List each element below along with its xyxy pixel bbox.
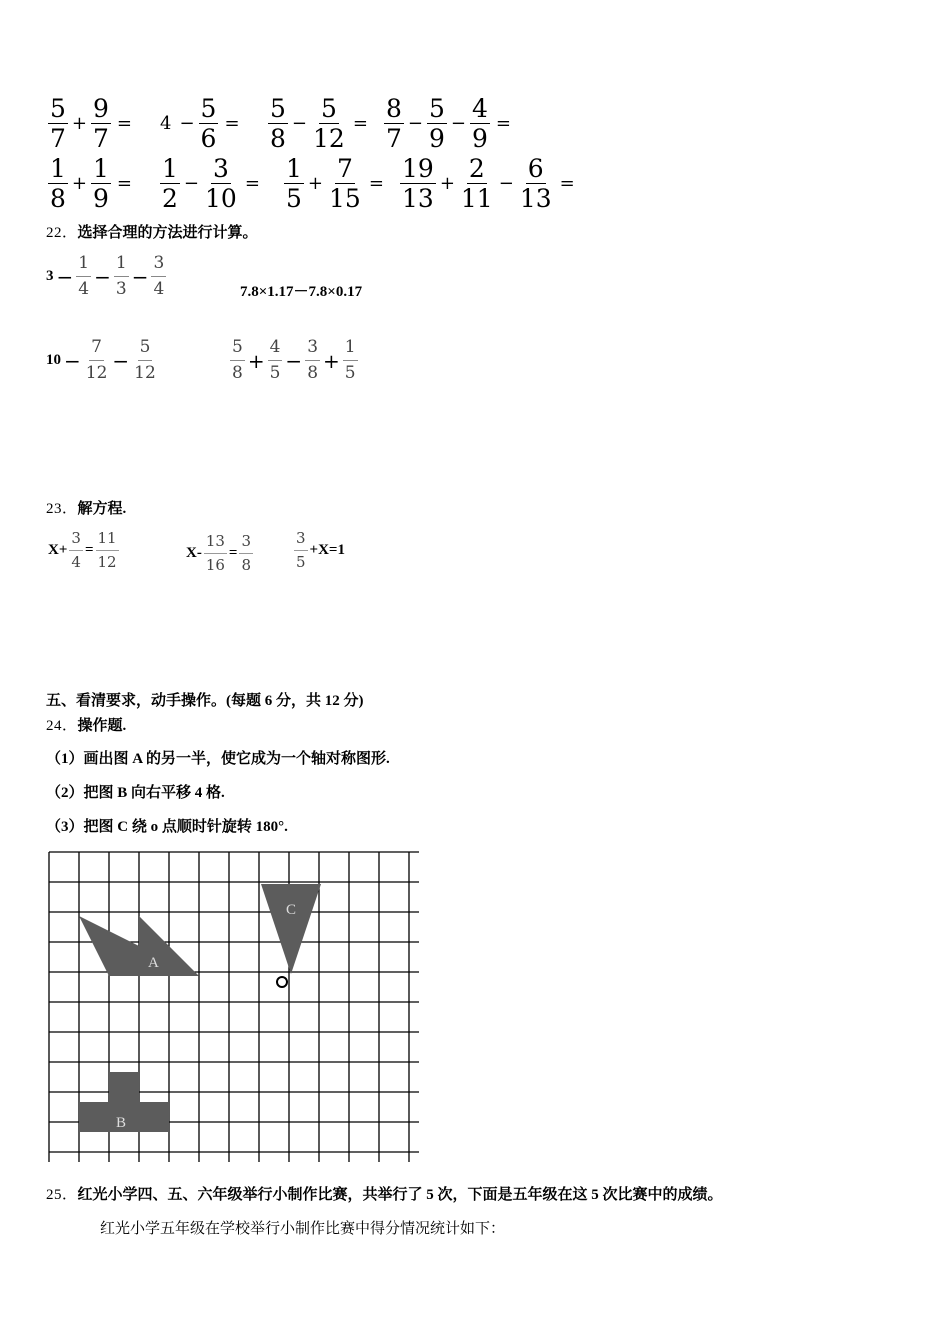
numerator: 3 — [69, 531, 83, 551]
denominator: 6 — [200, 124, 217, 153]
denominator: 8 — [270, 124, 286, 153]
numerator: 3 — [239, 534, 253, 554]
q21-expr-3 — [268, 96, 368, 151]
operator: − — [112, 348, 130, 373]
operator: − — [179, 113, 195, 134]
fraction — [518, 156, 554, 211]
denominator: 12 — [134, 363, 156, 383]
equals-sign: = — [116, 173, 132, 194]
denominator: 13 — [519, 184, 552, 213]
numerator: 19 — [402, 154, 434, 183]
operator: − — [64, 348, 81, 373]
denominator: 9 — [93, 184, 109, 213]
numerator: 4 — [472, 94, 488, 123]
equals-sign: = — [559, 173, 575, 194]
denominator: 12 — [85, 363, 108, 383]
numerator: 5 — [50, 94, 66, 123]
numerator: 6 — [527, 154, 544, 183]
equals-sign: = — [224, 113, 240, 134]
operator: − — [94, 264, 111, 289]
q25-number: 25． — [46, 1187, 78, 1203]
fraction — [76, 255, 91, 298]
numerator: 11 — [96, 531, 119, 551]
denominator: 10 — [205, 184, 237, 213]
equals-sign: = — [495, 113, 511, 134]
denominator: 8 — [232, 363, 243, 383]
q23-heading — [46, 497, 126, 518]
q24-item-2: （2）把图 B 向右平移 4 格. — [46, 785, 225, 801]
numerator: 5 — [270, 94, 286, 123]
denominator: 7 — [50, 124, 66, 153]
q22-expr-3 — [46, 339, 158, 382]
denominator: 2 — [162, 184, 178, 213]
fraction — [151, 255, 166, 298]
q24-grid-figure — [48, 848, 424, 1166]
term: 3 — [46, 268, 54, 284]
denominator: 3 — [115, 279, 127, 299]
denominator: 5 — [286, 184, 302, 213]
operator: − — [291, 113, 307, 134]
pivot-o — [277, 977, 287, 987]
denominator: 8 — [50, 184, 66, 213]
numerator: 4 — [268, 339, 283, 361]
fraction — [203, 156, 239, 211]
denominator: 5 — [269, 363, 281, 383]
fraction — [199, 96, 219, 151]
numerator: 1 — [76, 255, 91, 277]
fraction — [204, 534, 227, 573]
term: +X=1 — [309, 542, 345, 558]
numerator: 2 — [468, 154, 485, 183]
numerator: 1 — [162, 154, 178, 183]
q22-expr-4 — [230, 339, 358, 382]
q22-expr-1 — [46, 255, 166, 298]
fraction — [268, 339, 283, 382]
numerator: 5 — [200, 94, 217, 123]
fraction — [132, 339, 158, 382]
numerator: 5 — [320, 94, 337, 123]
q25-heading — [46, 1183, 723, 1204]
denominator: 12 — [313, 124, 345, 153]
operator: + — [439, 173, 455, 194]
q21-expr-1 — [48, 96, 132, 151]
denominator: 4 — [71, 553, 81, 571]
q23-eq-3 — [294, 531, 347, 570]
q21-expr-5 — [48, 156, 132, 211]
denominator: 13 — [402, 184, 434, 213]
fraction — [284, 156, 304, 211]
q21-expr-6 — [160, 156, 260, 211]
q23-number: 23． — [46, 501, 78, 517]
term: = — [84, 542, 94, 558]
q24-title: 操作题. — [77, 718, 127, 734]
shape-c — [261, 884, 321, 974]
shape-b-top — [109, 1072, 139, 1102]
fraction — [311, 96, 347, 151]
term: 4 — [160, 113, 172, 134]
operator: − — [407, 113, 423, 134]
term: = — [228, 545, 238, 561]
denominator: 4 — [153, 279, 165, 299]
numerator: 5 — [138, 339, 153, 361]
denominator: 7 — [386, 124, 402, 153]
numerator: 9 — [93, 94, 109, 123]
denominator: 7 — [93, 124, 109, 153]
fraction — [84, 339, 110, 382]
denominator: 8 — [307, 363, 319, 383]
q24-number: 24． — [46, 718, 78, 734]
operator: − — [131, 264, 149, 289]
denominator: 5 — [344, 363, 356, 383]
operator: + — [323, 348, 340, 373]
numerator: 7 — [89, 339, 104, 361]
term: X- — [186, 545, 202, 561]
shape-c-label: C — [286, 902, 297, 918]
operator: + — [71, 173, 87, 194]
denominator: 12 — [97, 553, 117, 571]
section5-title: 五、看清要求，动手操作。(每题 6 分，共 12 分) — [46, 693, 364, 709]
fraction — [239, 534, 253, 573]
equals-sign: = — [244, 173, 260, 194]
fraction — [91, 96, 111, 151]
numerator: 3 — [151, 255, 166, 277]
operator: − — [56, 264, 74, 289]
q21-expr-7 — [284, 156, 384, 211]
fraction — [268, 96, 288, 151]
numerator: 8 — [386, 94, 402, 123]
operator: − — [450, 113, 466, 134]
fraction — [343, 339, 358, 382]
fraction — [69, 531, 83, 570]
fraction — [400, 156, 436, 211]
shape-b-label: B — [116, 1115, 127, 1131]
q24-item-1: （1）画出图 A 的另一半，使它成为一个轴对称图形. — [46, 751, 390, 767]
q23-title: 解方程. — [77, 501, 127, 517]
q24-heading — [46, 714, 126, 735]
fraction — [91, 156, 111, 211]
q22-title: 选择合理的方法进行计算。 — [77, 225, 258, 241]
q25-subtext: 红光小学五年级在学校举行小制作比赛中得分情况统计如下： — [100, 1221, 506, 1237]
fraction — [459, 156, 495, 211]
fraction — [305, 339, 320, 382]
fraction — [114, 255, 129, 298]
q22-heading — [46, 221, 258, 242]
q21-expr-4 — [384, 96, 511, 151]
operator: − — [498, 173, 514, 194]
numerator: 3 — [212, 154, 229, 183]
fraction — [294, 531, 308, 570]
equals-sign: = — [368, 173, 384, 194]
q24-item-3: （3）把图 C 绕 o 点顺时针旋转 180°. — [46, 819, 288, 835]
q25-text: 红光小学四、五、六年级举行小制作比赛，共举行了 5 次，下面是五年级在这 5 次比赛中的成绩。 — [77, 1187, 723, 1203]
fraction — [48, 156, 68, 211]
fraction — [384, 96, 404, 151]
fraction — [48, 96, 68, 151]
operator: + — [307, 173, 323, 194]
fraction — [160, 156, 180, 211]
denominator: 15 — [329, 184, 361, 213]
operator: − — [285, 348, 303, 373]
operator: − — [183, 173, 199, 194]
numerator: 7 — [336, 154, 353, 183]
q21-expr-2 — [160, 96, 240, 151]
q23-eq-1 — [46, 531, 119, 570]
q23-eq-2 — [184, 534, 253, 573]
denominator: 11 — [460, 184, 493, 213]
numerator: 5 — [230, 339, 245, 361]
q22-expr-2: 7.8×1.17－7.8×0.17 — [240, 284, 363, 300]
term: X+ — [48, 542, 68, 558]
numerator: 3 — [294, 531, 308, 551]
numerator: 1 — [50, 154, 66, 183]
numerator: 3 — [305, 339, 320, 361]
numerator: 5 — [429, 94, 445, 123]
denominator: 5 — [296, 553, 306, 571]
operator: + — [71, 113, 87, 134]
equals-sign: = — [352, 113, 368, 134]
term: 10 — [46, 352, 61, 368]
equals-sign: = — [116, 113, 132, 134]
fraction — [470, 96, 490, 151]
denominator: 9 — [429, 124, 445, 153]
denominator: 16 — [205, 556, 225, 574]
fraction — [327, 156, 363, 211]
denominator: 4 — [78, 279, 90, 299]
numerator: 1 — [114, 255, 129, 277]
numerator: 1 — [286, 154, 302, 183]
fraction — [96, 531, 119, 570]
operator: + — [247, 348, 265, 373]
numerator: 13 — [204, 534, 227, 554]
q22-number: 22． — [46, 225, 78, 241]
q21-expr-8 — [400, 156, 575, 211]
numerator: 1 — [93, 154, 109, 183]
numerator: 1 — [343, 339, 358, 361]
fraction — [427, 96, 447, 151]
shape-a-label: A — [148, 955, 159, 971]
denominator: 9 — [472, 124, 488, 153]
denominator: 8 — [241, 556, 252, 574]
fraction — [230, 339, 245, 382]
